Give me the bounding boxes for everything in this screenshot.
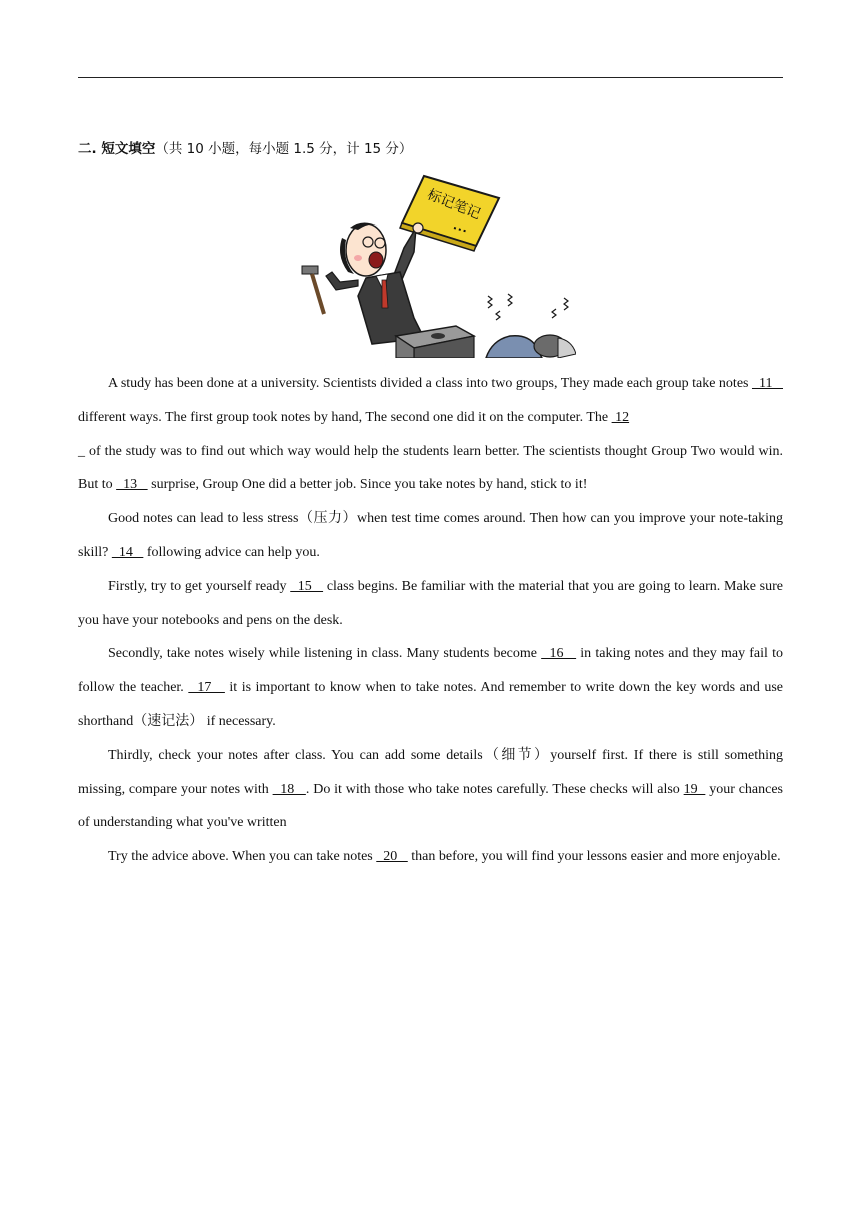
text: in taking notes and they may fail to follow the teacher.	[78, 646, 783, 696]
paragraph-4	[78, 637, 783, 738]
cartoon-illustration	[296, 168, 576, 358]
text: Firstly, try to get yourself ready	[108, 578, 291, 594]
blank-12: 12	[611, 409, 630, 425]
section-note: （共 10 小题，每小题 1.5 分，计 15 分）	[155, 141, 413, 157]
text: of the study was to find out which way would help the students learn better. The scientists thought Group Two would win. But to	[78, 443, 783, 493]
paragraph-1	[78, 367, 783, 502]
text: different ways. The first group took notes by hand, The second one did it on the computer. The	[78, 409, 612, 425]
text: Secondly, take notes wisely while listening in class. Many students become	[108, 646, 542, 662]
paragraph-6	[78, 840, 783, 874]
hammer-icon	[302, 266, 324, 314]
text: Good notes can lead to less stress（压力）when test time comes around. Then how can you improve your note-taking skill?	[78, 511, 783, 560]
text: A study has been done at a university. Scientists divided a class into two groups, They made each group take notes	[108, 376, 752, 391]
teacher-head	[340, 222, 386, 276]
blank-14: 14	[111, 544, 144, 560]
section-title: 二. 短文填空	[78, 141, 156, 157]
text: . Do it with those who take notes carefully. These checks will also	[305, 781, 684, 797]
text: following advice can help you.	[143, 544, 320, 560]
text: it is important to know when to take notes. And remember to write down the key words and use shorthand（速记法） if necessary.	[78, 680, 783, 729]
text: Thirdly, check your notes after class. You can add some details（细节）yourself first. If there is still something missing, compare your notes with	[78, 747, 783, 797]
paragraph-2	[78, 502, 783, 570]
header-rule	[78, 77, 783, 78]
text: than before, you will find your lessons easier and more enjoyable.	[407, 849, 781, 865]
blank-18: 18	[272, 781, 306, 797]
text: your chances of understanding what you've written	[78, 781, 784, 831]
passage	[78, 367, 783, 874]
text: Try the advice above. When you can take notes	[108, 849, 377, 865]
blank-15: 15	[290, 578, 324, 594]
blank-13: 13	[116, 477, 148, 493]
text: class begins. Be familiar with the material that you are going to learn. Make sure you have your notebooks and pens on the desk.	[78, 578, 784, 628]
blank-11: 11	[751, 376, 783, 391]
blank-12-tail: _	[78, 443, 85, 459]
blank-17: 17	[188, 680, 225, 696]
notebook-title: 标记笔记	[424, 186, 483, 223]
blank-16: 16	[541, 646, 577, 662]
text: surprise, Group One did a better job. Since you take notes by hand, stick to it!	[147, 477, 588, 493]
paragraph-5	[78, 739, 783, 840]
section-heading	[78, 139, 412, 159]
sleeping-student	[486, 335, 576, 358]
blank-19: 19	[683, 781, 706, 797]
blank-20: 20	[376, 849, 408, 865]
sleep-marks-icon	[488, 294, 568, 320]
paragraph-3	[78, 570, 783, 638]
